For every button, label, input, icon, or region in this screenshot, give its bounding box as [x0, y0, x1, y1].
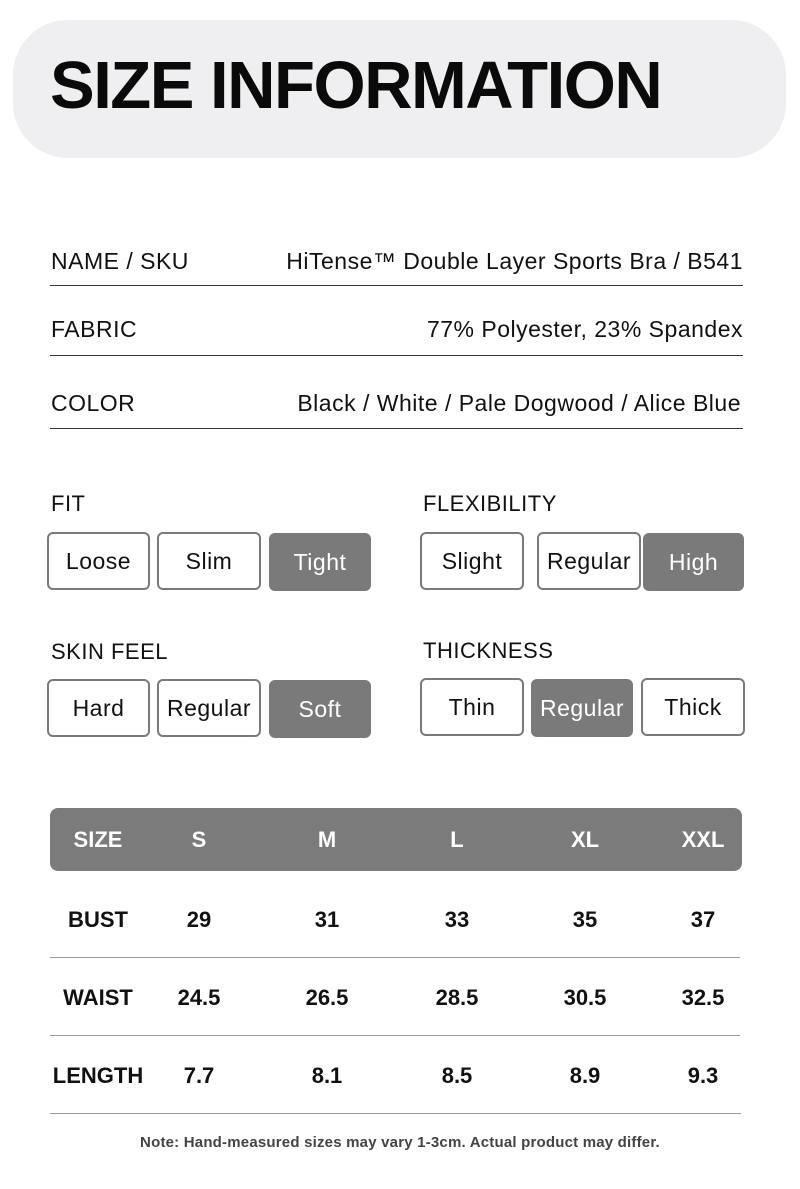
table-cell: 8.1 [311, 1063, 343, 1088]
info-row-color [50, 388, 743, 429]
table-row-bust [50, 883, 740, 958]
size-table-header [50, 808, 742, 871]
fit-option-slim[interactable]: Slim [157, 532, 261, 590]
page-title: SIZE INFORMATION [50, 48, 662, 123]
flexibility-option-high[interactable]: High [643, 533, 744, 591]
thickness-option-thin[interactable]: Thin [420, 678, 524, 736]
table-cell: 28.5 [435, 985, 479, 1010]
table-cell: 24.5 [177, 985, 221, 1010]
table-cell: 35 [572, 907, 598, 932]
skin-feel-title: SKIN FEEL [51, 639, 168, 664]
header-cell-s: S [191, 827, 207, 852]
info-row-name-sku [50, 245, 743, 286]
table-row-length [50, 1039, 741, 1114]
flexibility-option-regular[interactable]: Regular [537, 532, 641, 590]
header-cell-m: M [317, 827, 337, 852]
flexibility-option-slight[interactable]: Slight [420, 532, 524, 590]
flexibility-title: FLEXIBILITY [423, 491, 557, 516]
table-cell: 29 [186, 907, 212, 932]
header-cell-xl: XL [570, 827, 600, 852]
info-label: COLOR [51, 390, 136, 416]
table-cell: 32.5 [681, 985, 725, 1010]
fit-option-loose[interactable]: Loose [47, 532, 150, 590]
table-cell: 8.5 [441, 1063, 473, 1088]
info-label: NAME / SKU [51, 248, 189, 274]
row-label: BUST [68, 907, 128, 932]
table-cell: 33 [444, 907, 470, 932]
fit-option-tight[interactable]: Tight [269, 533, 371, 591]
row-label: WAIST [63, 985, 133, 1010]
table-cell: 26.5 [305, 985, 349, 1010]
table-cell: 8.9 [569, 1063, 601, 1088]
table-cell: 31 [314, 907, 340, 932]
info-value: 77% Polyester, 23% Spandex [426, 316, 743, 342]
skin-feel-option-regular[interactable]: Regular [157, 679, 261, 737]
thickness-option-thick[interactable]: Thick [641, 678, 745, 736]
table-cell: 9.3 [687, 1063, 719, 1088]
table-cell: 30.5 [563, 985, 607, 1010]
measurement-note: Note: Hand-measured sizes may vary 1-3cm. Actual product may differ. [140, 1134, 660, 1151]
thickness-title: THICKNESS [423, 638, 554, 663]
skin-feel-option-hard[interactable]: Hard [47, 679, 150, 737]
header-cell-size: SIZE [73, 827, 123, 852]
info-value: Black / White / Pale Dogwood / Alice Blue [297, 390, 741, 416]
header-cell-xxl: XXL [681, 827, 725, 852]
row-label: LENGTH [52, 1063, 144, 1088]
table-cell: 37 [690, 907, 716, 932]
table-row-waist [50, 961, 740, 1036]
table-cell: 7.7 [183, 1063, 215, 1088]
thickness-option-regular[interactable]: Regular [531, 679, 633, 737]
skin-feel-option-soft[interactable]: Soft [269, 680, 371, 738]
info-row-fabric [50, 315, 743, 356]
info-value: HiTense™ Double Layer Sports Bra / B541 [286, 248, 743, 274]
header-cell-l: L [450, 827, 464, 852]
info-label: FABRIC [51, 316, 138, 342]
fit-title: FIT [51, 491, 86, 516]
